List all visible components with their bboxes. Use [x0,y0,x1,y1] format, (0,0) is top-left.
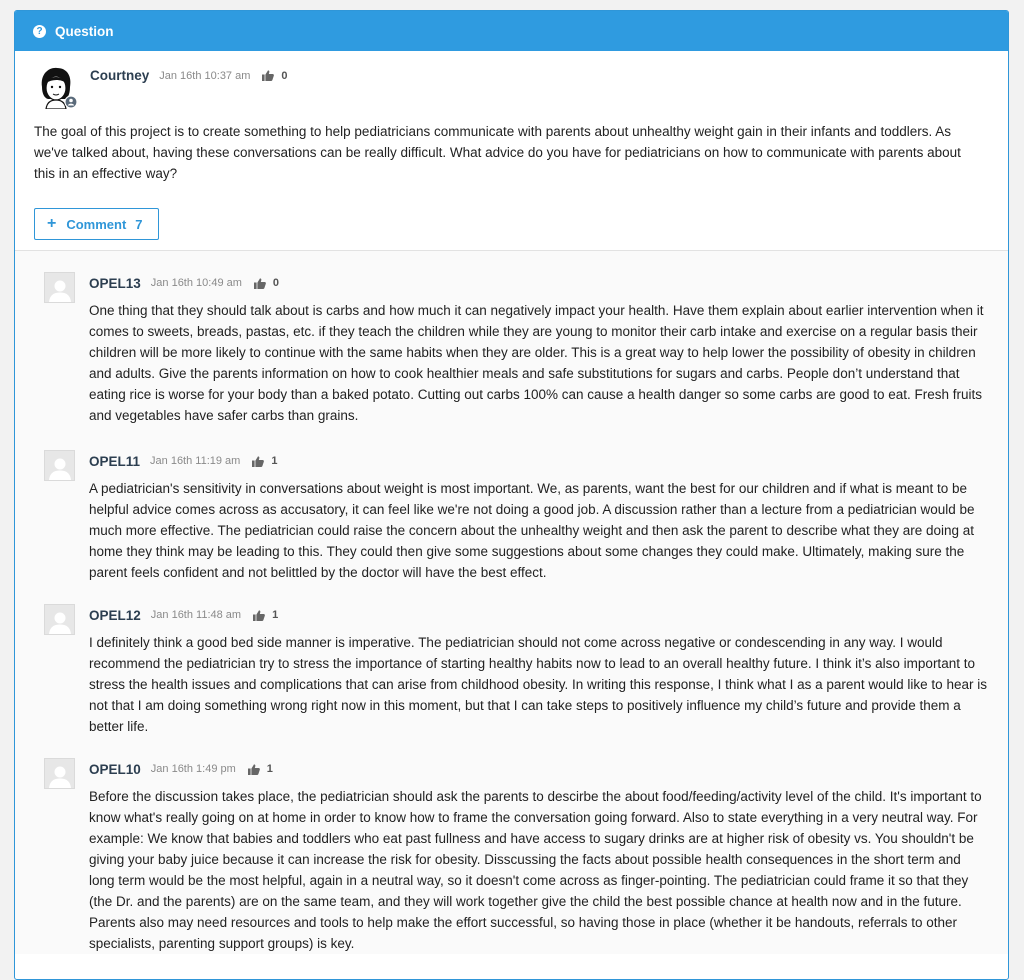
add-comment-button[interactable] [34,208,159,240]
author-name[interactable]: OPEL13 [89,275,141,291]
avatar[interactable] [44,758,75,789]
thumbs-up-icon[interactable] [253,610,265,621]
like-count: 1 [271,455,278,467]
timestamp: Jan 16th 11:48 am [150,609,242,621]
comment-label: Comment [66,216,127,232]
thumbs-up-icon[interactable] [254,278,266,289]
question-panel [14,10,1009,980]
timestamp: Jan 16th 10:37 am [159,69,251,82]
comment-body: I definitely think a good bed side manner is imperative. The pediatrician should not come across negative or condescending in any way. I would recommend the pediatrician try to stress the importance of starting healthy habits now to lead to an overall healthy future. I think it’s also important to stress the health issues and complications that can arise from childhood obesity. In writing this response, I think what I as a parent would like to hear is not that I am doing something wrong right now in this moment, but that I can take steps to positively influence my child’s future and provide them a better life. [89,635,987,734]
like-count: 1 [266,763,273,775]
default-user-icon [47,278,73,302]
thumbs-up-icon[interactable] [262,70,274,81]
timestamp: Jan 16th 1:49 pm [150,763,236,775]
comment-count: 7 [135,216,143,232]
author-name[interactable]: OPEL10 [89,761,141,777]
question-body: The goal of this project is to create something to help pediatricians communicate with parents about unhealthy weight gain in their infants and toddlers. As we've talked about, having these conversations can be really difficult. What advice do you have for pediatricians on how to communicate with parents about this in an effective way? [34,124,961,181]
author-name[interactable]: OPEL11 [89,453,141,469]
comment-body: A pediatrician's sensitivity in conversations about weight is most important. We, as parents, want the best for our children and if what is meant to be helpful advice comes across as accusatory, it can feel like we're not doing a good job. A discussion rather than a lecture from a pediatrician would be much more effective. The pediatrician could raise the concern about the unhealthy weight and then ask the parent to describe what they are doing at home they think may be leading to this. They could then give some suggestions about some changes they could make. Ultimately, making sure the parent feels confident and not belittled by the doctor will have the best effect. [89,481,975,580]
timestamp: Jan 16th 10:49 am [150,277,242,289]
default-user-icon [47,764,73,788]
comment-item [15,749,1008,954]
comment-body: Before the discussion takes place, the pediatrician should ask the parents to descirbe the about food/feeding/activity level of the child. It's important to know what's really going on at home in order to know how to frame the conversation going forward. Also to state everything in a very neutral way. For example: We know that babies and toddlers who eat past fullness and have access to sugary drinks are at higher risk of obesity vs. You shouldn't be giving your baby juice because it can increase the risk for obesity. Disscussing the facts about possible health consequences in the short term and long term would be the most helpful, again in a neutral way, so it doesn't come across as finger-pointing. The pediatrician could frame it so that they (the Dr. and the parents) are on the same team, and they will work together give the child the best possible chance at health now and in the future. Parents also may need resources and tools to help make the effort successful, so having those in place (whether it be handouts, referrals to other specialists, parenting support groups) is key. [89,789,982,951]
question-post [15,51,1008,251]
panel-header [15,11,1008,51]
like-count: 1 [272,609,279,621]
plus-icon: + [47,215,57,232]
question-circle-icon: ? [33,25,46,38]
comment-item [15,441,1008,595]
comment-list [15,251,1008,954]
avatar[interactable] [34,65,78,109]
avatar[interactable] [44,272,75,303]
comment-body: One thing that they should talk about is carbs and how much it can negatively impact your health. Have them explain about earlier intervention when it comes to sweets, breads, pastas, etc. if they teach the children while they are young to monitor their carb intake and exercise on a regular basis their children will be more likely to continue with the same habits when they are older. This is a great way to help lower the possibility of obesity in children and adults. Give the parents information on how to cook healthier meals and safe substitutions for sugars and carbs. People don’t understand that eating rice is worse for your body than a baked potato. Cutting out carbs 100% can cause a health danger so some carbs are good to eat. Fresh fruits and vegetables have safer carbs than grains. [89,303,984,423]
default-user-icon [47,456,73,480]
comment-item [15,263,1008,441]
comment-item [15,595,1008,749]
thumbs-up-icon[interactable] [248,764,260,775]
user-avatar-icon [34,65,78,109]
panel-title: Question [55,23,114,39]
avatar[interactable] [44,604,75,635]
author-name[interactable]: OPEL12 [89,607,141,623]
avatar[interactable] [44,450,75,481]
like-count: 0 [272,277,280,289]
thumbs-up-icon[interactable] [252,456,264,467]
author-name[interactable]: Courtney [90,68,150,83]
like-count: 0 [281,69,288,82]
default-user-icon [47,610,73,634]
timestamp: Jan 16th 11:19 am [150,455,241,467]
